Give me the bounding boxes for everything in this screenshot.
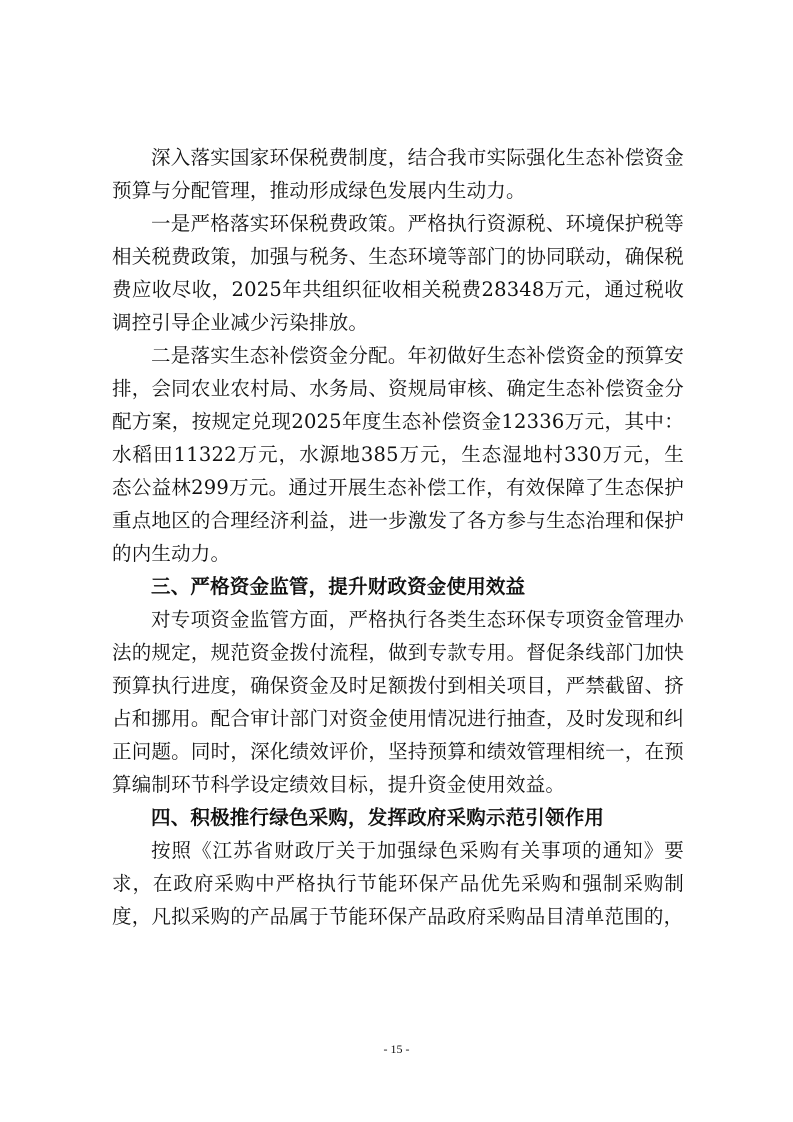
paragraph-eco-compensation: 二是落实生态补偿资金分配。年初做好生态补偿资金的预算安排，会同农业农村局、水务局、资规局审核、确定生态补偿资金分配方案，按规定兑现2025年度生态补偿资金12336万元，其中：水稻田11322万元，水源地385万元，生态湿地村330万元，生态公益林299万元。通过开展生态补偿工作，有效保障了生态保护重点地区的合理经济利益，进一步激发了各方参与生态治理和保护的内生动力。 — [112, 344, 684, 565]
paragraph-fund-supervision: 对专项资金监管方面，严格执行各类生态环保专项资金管理办法的规定，规范资金拨付流程，做到专款专用。督促条线部门加快预算执行进度，确保资金及时足额拨付到相关项目，严禁截留、挤占和挪用。配合审计部门对资金使用情况进行抽查，及时发现和纠正问题。同时，深化绩效评价，坚持预算和绩效管理相统一，在预算编制环节科学设定绩效目标，提升资金使用效益。 — [112, 608, 684, 796]
section-heading-4: 四、积极推行绿色采购，发挥政府采购示范引领作用 — [151, 806, 605, 829]
paragraph-green-procurement: 按照《江苏省财政厅关于加强绿色采购有关事项的通知》要求，在政府采购中严格执行节能环保产品优先采购和强制采购制度，凡拟采购的产品属于节能环保产品政府采购品目清单范围的， — [112, 839, 684, 928]
paragraph-intro: 深入落实国家环保税费制度，结合我市实际强化生态补偿资金预算与分配管理，推动形成绿色发展内生动力。 — [112, 146, 684, 202]
body-text — [112, 141, 684, 933]
paragraph-tax-policy: 一是严格落实环保税费政策。严格执行资源税、环境保护税等相关税费政策，加强与税务、生态环境等部门的协同联动，确保税费应收尽收，2025年共组织征收相关税费28348万元，通过税收调控引导企业减少污染排放。 — [112, 212, 684, 334]
section-heading-3: 三、严格资金监管，提升财政资金使用效益 — [151, 575, 526, 598]
page-number: - 15 - — [383, 1042, 410, 1056]
